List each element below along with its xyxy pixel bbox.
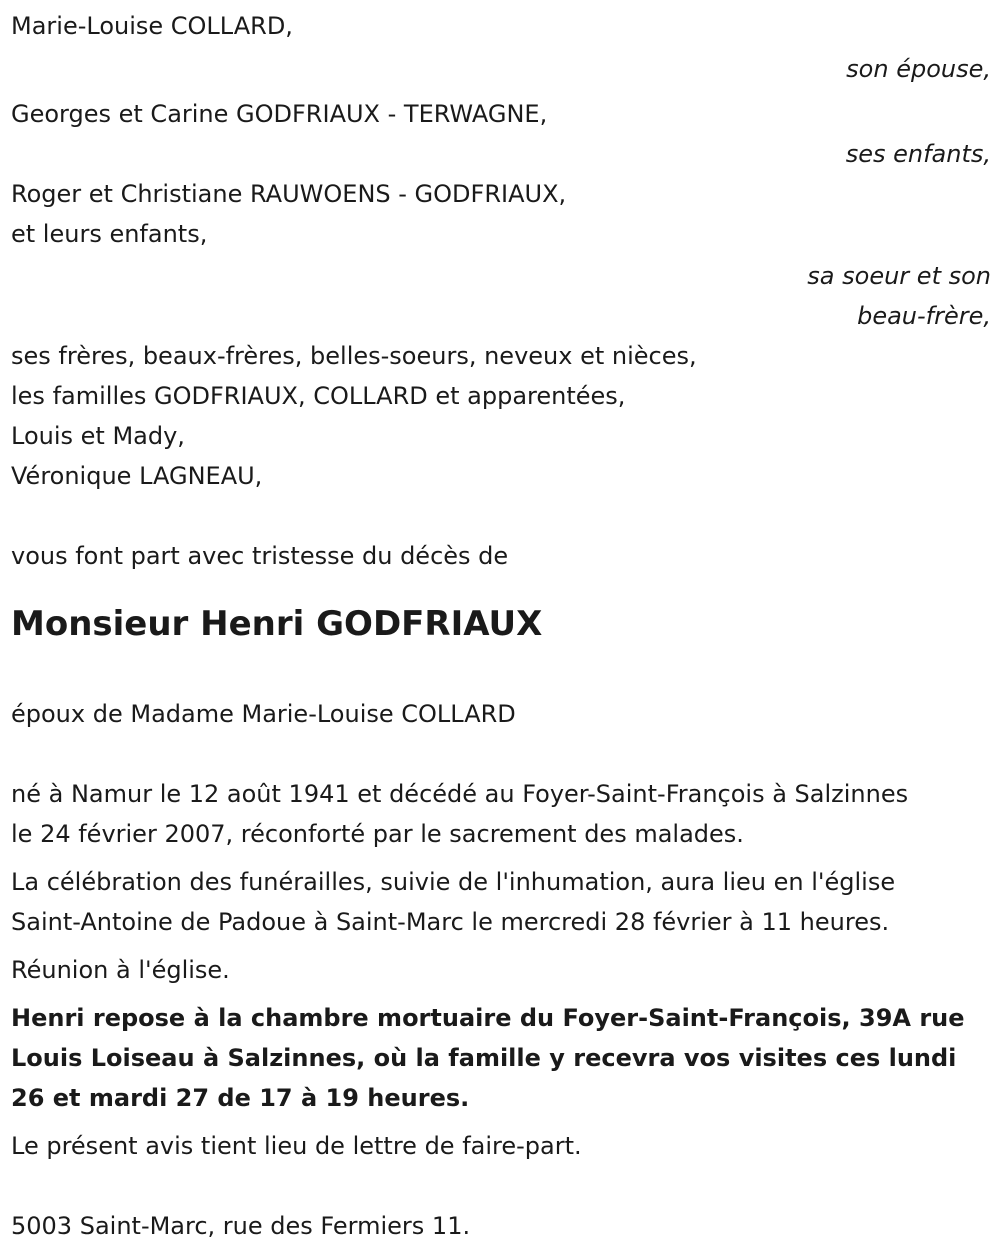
ceremony-line-2: Saint-Antoine de Padoue à Saint-Marc le mercredi 28 février à 11 heures. xyxy=(11,908,890,936)
ceremony-paragraph xyxy=(11,862,991,942)
sister-role-line1: sa soeur et son xyxy=(807,262,991,290)
birth-death-paragraph xyxy=(11,774,991,854)
other-relatives-4: Véronique LAGNEAU, xyxy=(11,462,263,490)
announcement-text: vous font part avec tristesse du décès de xyxy=(11,542,509,570)
ceremony-line-1: La célébration des funérailles, suivie de l'inhumation, aura lieu en l'église xyxy=(11,868,896,896)
spouse-name: Marie-Louise COLLARD, xyxy=(11,12,293,40)
birth-death-line-2: le 24 février 2007, réconforté par le sacrement des malades. xyxy=(11,820,744,848)
sister-names: Roger et Christiane RAUWOENS - GODFRIAUX, xyxy=(11,180,567,208)
visitation-paragraph xyxy=(11,998,991,1118)
visitation-line-1: Henri repose à la chambre mortuaire du Foyer-Saint-François, 39A rue xyxy=(11,1004,965,1032)
address-text: 5003 Saint-Marc, rue des Fermiers 11. xyxy=(11,1212,471,1240)
birth-death-line-1: né à Namur le 12 août 1941 et décédé au Foyer-Saint-François à Salzinnes xyxy=(11,780,909,808)
obituary-notice xyxy=(11,7,991,1246)
reunion-text: Réunion à l'église. xyxy=(11,956,230,984)
other-relatives-1: ses frères, beaux-frères, belles-soeurs, neveux et nièces, xyxy=(11,342,697,370)
spouse-role: son épouse, xyxy=(846,55,991,83)
sister-role-line2: beau-frère, xyxy=(857,302,991,330)
other-relatives-2: les familles GODFRIAUX, COLLARD et apparentées, xyxy=(11,382,626,410)
deceased-name: Monsieur Henri GODFRIAUX xyxy=(11,604,543,644)
visitation-line-2: Louis Loiseau à Salzinnes, où la famille y recevra vos visites ces lundi xyxy=(11,1044,957,1072)
children-role: ses enfants, xyxy=(845,140,991,168)
spouse-of-text: époux de Madame Marie-Louise COLLARD xyxy=(11,700,516,728)
visitation-line-3: 26 et mardi 27 de 17 à 19 heures. xyxy=(11,1084,470,1112)
other-relatives-3: Louis et Mady, xyxy=(11,422,185,450)
sister-children: et leurs enfants, xyxy=(11,220,208,248)
children-names: Georges et Carine GODFRIAUX - TERWAGNE, xyxy=(11,100,548,128)
notice-text: Le présent avis tient lieu de lettre de faire-part. xyxy=(11,1132,582,1160)
